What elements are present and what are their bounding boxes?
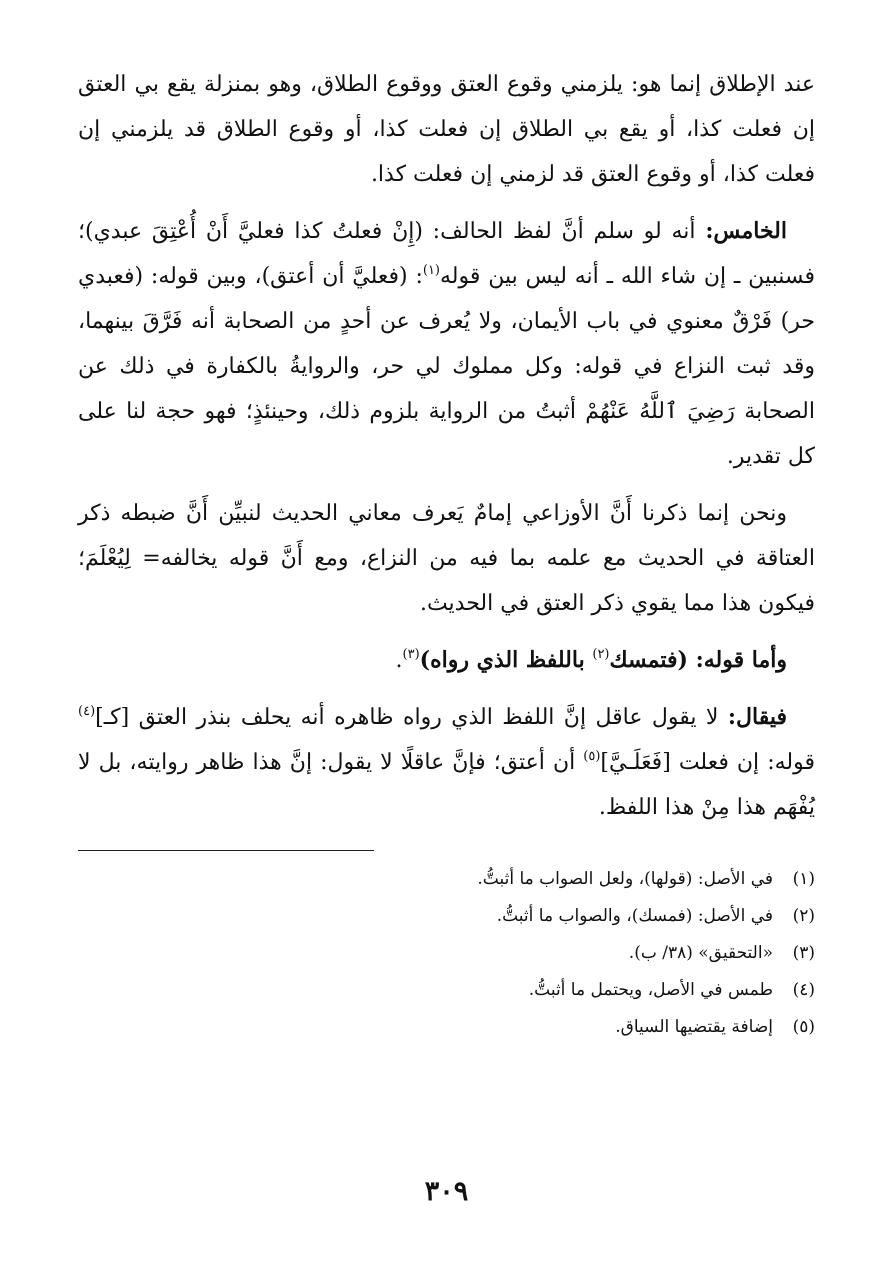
footnote-text: إضافة يقتضيها السياق.: [615, 1017, 773, 1037]
paragraph-5: [78, 695, 815, 830]
footnote-number: (٢): [792, 906, 815, 926]
paragraph-lead: فيقال:: [727, 704, 787, 730]
paragraph-text: : (فعليَّ أن أعتق)، وبين قوله: (فعبدي حر) فَرْقٌ معنوي في باب الأيمان، ولا يُعرف عن أحدٍ من الصحابة أنه فَرَّقَ بينهما، وقد ثبت النزاع في قوله: وكل مملوك لي حر، والروايةُ بالكفارة في ذلك عن الصحابة رَضِيَ ٱللَّهُ عَنْهُمْ أثبتُ من الرواية بلزوم ذلك، وحينئذٍ؛ فهو حجة لنا على كل تقدير.: [78, 264, 815, 469]
footnote-item: [78, 972, 815, 1009]
footnote-item: [78, 861, 815, 898]
paragraph-lead: وأما قوله: (فتمسك: [609, 647, 787, 673]
paragraph-text: .: [395, 648, 403, 673]
footnote-ref[interactable]: (١): [422, 263, 440, 278]
paragraph-text: قوله: إن فعلت [فَعَلَـيَّ]: [600, 750, 815, 775]
footnote-number: (٥): [792, 1017, 815, 1037]
footnote-text: طمس في الأصل، ويحتمل ما أثبتُّ.: [528, 980, 773, 1000]
paragraph-lead: الخامس:: [705, 218, 787, 244]
paragraph-2: [78, 209, 815, 479]
footnote-item: [78, 898, 815, 935]
footnote-text: في الأصل: (فمسك)، والصواب ما أثبتُّ.: [496, 906, 773, 926]
paragraph-lead: باللفظ الذي رواه): [419, 647, 593, 673]
page-body: [78, 62, 815, 1046]
paragraph-4: [78, 638, 815, 683]
paragraph-3: [78, 491, 815, 626]
footnote-divider: [78, 850, 374, 851]
paragraph-text: أن أعتق؛ فإنَّ عاقلًا لا يقول: إنَّ هذا ظاهر روايته، بل لا يُفْهَم هذا مِنْ هذا اللفظ.: [78, 750, 815, 820]
footnotes-list: [78, 861, 815, 1046]
footnote-item: [78, 1009, 815, 1046]
footnote-ref[interactable]: (٣): [402, 647, 420, 662]
footnote-ref[interactable]: (٤): [78, 704, 96, 719]
paragraph-text: عند الإطلاق إنما هو: يلزمني وقوع العتق ووقوع الطلاق، وهو بمنزلة يقع بي العتق إن فعلت كذا، أو يقع بي الطلاق إن فعلت كذا، أو وقوع الطلاق قد يلزمني إن فعلت كذا، أو وقوع العتق قد لزمني إن فعلت كذا.: [78, 72, 815, 187]
page-number: ٣٠٩: [424, 1176, 469, 1207]
footnote-ref[interactable]: (٢): [592, 647, 610, 662]
footnote-number: (٣): [792, 943, 815, 963]
footnote-text: «التحقيق» (٣٨/ ب).: [628, 943, 773, 963]
footnote-item: [78, 935, 815, 972]
footnote-ref[interactable]: (٥): [583, 749, 601, 764]
paragraph-1: [78, 62, 815, 197]
paragraph-text: لا يقول عاقل إنَّ اللفظ الذي رواه ظاهره أنه يحلف بنذر العتق [كـ]: [95, 705, 728, 730]
footnote-number: (١): [792, 869, 815, 889]
footnote-number: (٤): [792, 980, 815, 1000]
paragraph-text: أنه لو سلم أنَّ لفظ الحالف: (إِنْ فعلتُ كذا فعليَّ أَنْ أُعْتِقَ عبدي)؛ فسنبين ـ إن شاء الله ـ أنه ليس بين قوله: [78, 219, 815, 289]
footnote-text: في الأصل: (قولها)، ولعل الصواب ما أثبتُّ.: [477, 869, 773, 889]
paragraph-text: ونحن إنما ذكرنا أَنَّ الأوزاعي إمامٌ يَعرف معاني الحديث لنبيِّن أَنَّ ضبطه ذكر العتاقة في الحديث مع علمه بما فيه من النزاع، ومع أَنَّ قوله يخالفه= لِيُعْلَمَ؛ فيكون هذا مما يقوي ذكر العتق في الحديث.: [78, 501, 815, 616]
